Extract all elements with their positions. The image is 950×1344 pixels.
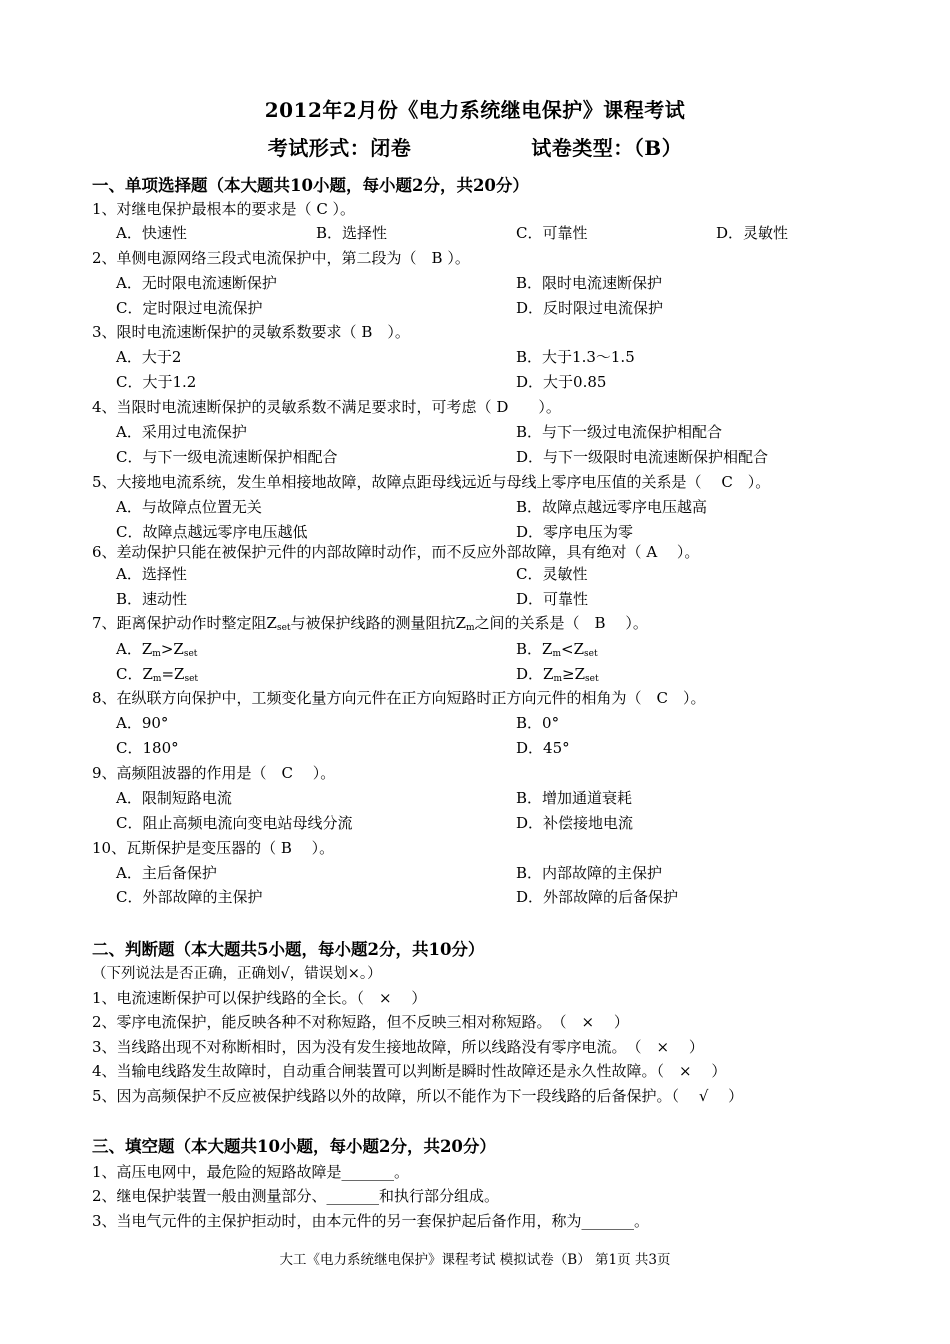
q5-option-d: D．零序电压为零 <box>516 523 634 541</box>
option-letter: A． <box>116 640 142 658</box>
q5-option-b: B．故障点越远零序电压越高 <box>516 498 708 516</box>
q6-option-d: D．可靠性 <box>516 590 589 608</box>
section2-note: （下列说法是否正确，正确划√，错误划×。） <box>92 966 382 982</box>
q8-option-b: B．0° <box>516 714 560 732</box>
q6-stem: 6、差动保护只能在被保护元件的内部故障时动作，而不反应外部故障，具有绝对（ A ）。 <box>92 543 700 561</box>
impedance-symbol: Z <box>174 665 185 683</box>
q8-option-c: C．180° <box>116 739 179 757</box>
q6-option-a: A．选择性 <box>116 565 187 583</box>
q2-option-c: C．定时限过电流保护 <box>116 299 263 317</box>
q7-option-c <box>116 663 198 684</box>
q9-stem: 9、高频阻波器的作用是（ C ）。 <box>92 764 336 782</box>
q10-option-c: C．外部故障的主保护 <box>116 888 263 906</box>
subscript-m: m <box>152 649 161 659</box>
q3-option-a: A．大于2 <box>116 348 182 366</box>
subscript-m: m <box>553 674 563 684</box>
section1-heading: 一、单项选择题（本大题共10小题，每小题2分，共20分） <box>92 176 529 195</box>
judge-item-5: 5、因为高频保护不反应被保护线路以外的故障，所以不能作为下一段线路的后备保护。（ √ ） <box>92 1087 744 1105</box>
judge-item-3: 3、当线路出现不对称断相时，因为没有发生接地故障，所以线路没有零序电流。 （ × ） <box>92 1038 704 1056</box>
q3-option-d: D．大于0.85 <box>516 373 607 391</box>
q5-stem: 5、大接地电流系统，发生单相接地故障，故障点距母线远近与母线上零序电压值的关系是（ C ）。 <box>92 473 771 491</box>
exam-title: 2012年2月份《电力系统继电保护》课程考试 <box>264 98 686 122</box>
q2-stem: 2、单侧电源网络三段式电流保护中，第二段为（ B ）。 <box>92 249 470 267</box>
paper-type: 试卷类型：（B） <box>531 136 683 160</box>
subscript-set: set <box>276 623 291 633</box>
q1-stem: 1、对继电保护最根本的要求是（ C ）。 <box>92 200 356 218</box>
q6-option-b: B．速动性 <box>116 590 188 608</box>
subscript-m: m <box>552 649 562 659</box>
judge-item-4: 4、当输电线路发生故障时，自动重合闸装置可以判断是瞬时性故障还是永久性故障。（ × ） <box>92 1062 727 1080</box>
option-letter: D． <box>516 665 544 683</box>
relation-operator: < <box>561 640 574 658</box>
impedance-symbol: Z <box>574 665 586 683</box>
q4-option-a: A．采用过电流保护 <box>116 423 247 441</box>
impedance-symbol: Z <box>542 640 553 658</box>
section2-heading: 二、判断题（本大题共5小题，每小题2分，共10分） <box>92 940 485 959</box>
q7-stem-part: 之间的关系是（ B ）。 <box>474 614 648 632</box>
q9-option-d: D．补偿接地电流 <box>516 814 634 832</box>
q7-stem <box>92 612 648 633</box>
q10-option-b: B．内部故障的主保护 <box>516 864 663 882</box>
q9-option-b: B．增加通道衰耗 <box>516 789 633 807</box>
option-letter: C． <box>116 665 143 683</box>
q5-option-c: C．故障点越远零序电压越低 <box>116 523 308 541</box>
judge-item-1: 1、电流速断保护可以保护线路的全长。（ × ） <box>92 989 427 1007</box>
impedance-symbol: Z <box>173 640 184 658</box>
q10-stem: 10、瓦斯保护是变压器的（ B ）。 <box>92 839 335 857</box>
q10-option-a: A．主后备保护 <box>116 864 217 882</box>
subscript-set: set <box>585 674 599 684</box>
subscript-set: set <box>183 649 198 659</box>
subscript-set: set <box>584 649 598 659</box>
q3-option-c: C．大于1.2 <box>116 373 197 391</box>
relation-operator: ≥ <box>562 665 575 683</box>
impedance-symbol: Z <box>573 640 585 658</box>
relation-operator: = <box>161 665 175 683</box>
subscript-m: m <box>152 674 162 684</box>
exam-subtitle <box>0 132 950 161</box>
q9-option-a: A．限制短路电流 <box>116 789 232 807</box>
section3-heading: 三、填空题（本大题共10小题，每小题2分，共20分） <box>92 1137 496 1156</box>
q3-option-b: B．大于1.3～1.5 <box>516 348 635 366</box>
fill-item-1: 1、高压电网中，最危险的短路故障是_______。 <box>92 1163 410 1181</box>
q8-option-a: A．90° <box>116 714 169 732</box>
q9-option-c: C．阻止高频电流向变电站母线分流 <box>116 814 353 832</box>
q7-option-d <box>516 663 599 684</box>
q6-option-c: C．灵敏性 <box>516 565 588 583</box>
q4-option-b: B．与下一级过电流保护相配合 <box>516 423 723 441</box>
option-letter: B． <box>516 640 543 658</box>
q8-option-d: D．45° <box>516 739 570 757</box>
fill-item-3: 3、当电气元件的主保护拒动时，由本元件的另一套保护起后备作用，称为_______。 <box>92 1212 650 1230</box>
q7-option-b <box>516 638 598 659</box>
q2-option-b: B．限时电流速断保护 <box>516 274 663 292</box>
exam-form: 考试形式：闭卷 <box>267 136 412 160</box>
q3-stem: 3、限时电流速断保护的灵敏系数要求（ B ）。 <box>92 323 410 341</box>
q1-option-c: C．可靠性 <box>516 224 588 242</box>
q8-stem: 8、在纵联方向保护中，工频变化量方向元件在正方向短路时正方向元件的相角为（ C ）。 <box>92 689 706 707</box>
impedance-symbol: Z <box>543 665 554 683</box>
judge-item-2: 2、零序电流保护，能反映各种不对称短路，但不反映三相对称短路。 （ × ） <box>92 1013 629 1031</box>
subscript-set: set <box>184 674 199 684</box>
relation-operator: > <box>160 640 174 658</box>
impedance-symbol: Z <box>142 665 153 683</box>
q10-option-d: D．外部故障的后备保护 <box>516 888 679 906</box>
fill-item-2: 2、继电保护装置一般由测量部分、_______和执行部分组成。 <box>92 1187 500 1205</box>
impedance-symbol: Z <box>141 640 153 658</box>
q5-option-a: A．与故障点位置无关 <box>116 498 262 516</box>
q1-option-b: B．选择性 <box>316 224 388 242</box>
q2-option-a: A．无时限电流速断保护 <box>116 274 277 292</box>
q7-stem-part: 7、距离保护动作时整定阻 <box>92 614 267 632</box>
q2-option-d: D．反时限过电流保护 <box>516 299 664 317</box>
q7-option-a <box>116 638 197 659</box>
q1-option-a: A．快速性 <box>116 224 187 242</box>
impedance-symbol: Z <box>266 614 277 632</box>
q4-stem: 4、当限时电流速断保护的灵敏系数不满足要求时，可考虑（ D ）。 <box>92 398 561 416</box>
q1-option-d: D．灵敏性 <box>716 224 789 242</box>
impedance-symbol: Z <box>455 614 466 632</box>
subscript-m: m <box>466 623 475 633</box>
page-footer: 大工《电力系统继电保护》课程考试 模拟试卷（B） 第1页 共3页 <box>279 1252 671 1268</box>
q7-stem-part: 与被保护线路的测量阻抗 <box>290 614 456 632</box>
q4-option-c: C．与下一级电流速断保护相配合 <box>116 448 338 466</box>
q4-option-d: D．与下一级限时电流速断保护相配合 <box>516 448 769 466</box>
